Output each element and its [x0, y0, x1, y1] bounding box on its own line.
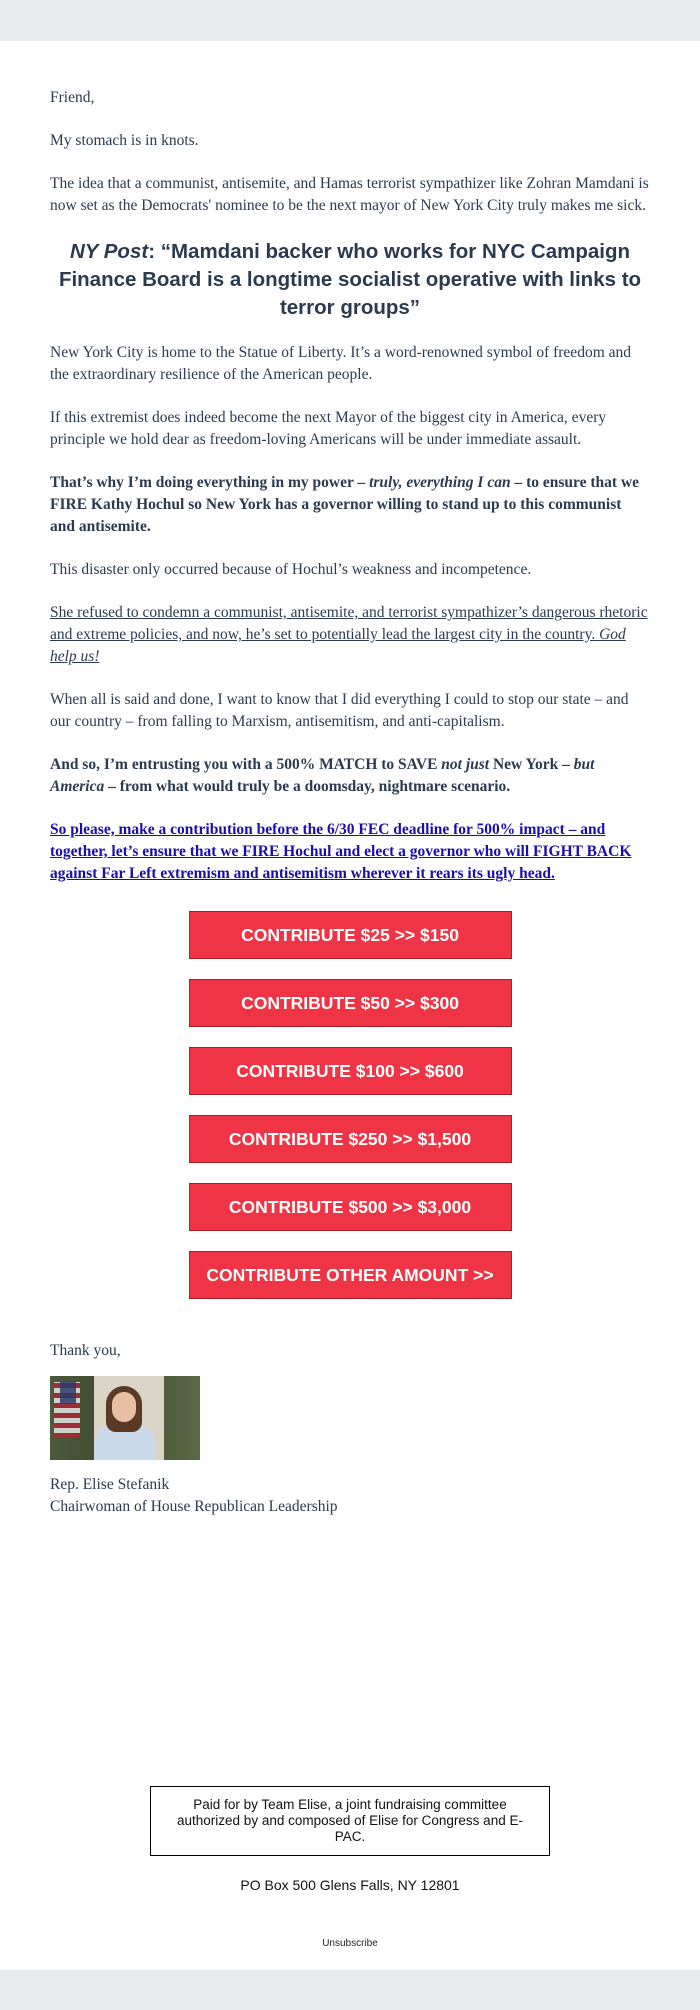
paragraph-nominee: The idea that a communist, antisemite, and Hamas terrorist sympathizer like Zohran Mamdani is now set as the Democrats' nominee to be the next mayor of New York City truly makes me sick. — [50, 175, 649, 214]
contribution-link[interactable]: So please, make a contribution before the 6/30 FEC deadline for 500% impact – and together, let’s ensure that we FIRE Hochul and elect a governor who will FIGHT BACK against Far Left extremism and antisemitism wherever it rears its ugly head. — [50, 821, 632, 882]
p9-part-e: – from what would truly be a doomsday, nightmare scenario. — [104, 778, 511, 795]
contribute-other-button[interactable]: CONTRIBUTE OTHER AMOUNT >> — [189, 1251, 512, 1299]
paragraph-match — [50, 754, 650, 798]
p9-part-a: And so, I’m entrusting you with a 500% MATCH to SAVE — [50, 756, 442, 773]
paragraph-stomach: My stomach is in knots. — [50, 132, 199, 149]
paragraph-all-is-said: When all is said and done, I want to know that I did everything I could to stop our state – and our country – from falling to Marxism, antisemitism, and anti-capitalism. — [50, 691, 629, 730]
contribute-buttons — [50, 911, 650, 1319]
paid-for-disclaimer: Paid for by Team Elise, a joint fundraising committee authorized by and composed of Elise for Congress and E-PAC. — [150, 1786, 550, 1856]
paragraph-fire-hochul — [50, 472, 650, 538]
p7-part-a: She refused to condemn a communist, antisemite, and terrorist sympathizer’s dangerous rhetoric and extreme policies, and now, he’s set to potentially lead the largest city in the country. — [50, 604, 648, 643]
headline-source: NY Post — [69, 240, 149, 263]
mailing-address: PO Box 500 Glens Falls, NY 12801 — [240, 1877, 460, 1893]
unsubscribe-link[interactable]: Unsubscribe — [322, 1938, 378, 1949]
contribute-500-button[interactable]: CONTRIBUTE $500 >> $3,000 — [189, 1183, 512, 1231]
headline-quote — [56, 238, 644, 322]
p9-part-b: not just — [441, 756, 490, 773]
p9-part-c: New York – — [489, 756, 574, 773]
contribute-50-button[interactable]: CONTRIBUTE $50 >> $300 — [189, 979, 512, 1027]
contribute-250-button[interactable]: CONTRIBUTE $250 >> $1,500 — [189, 1115, 512, 1163]
email-content — [0, 41, 700, 1518]
p5-part-c: – to ensure that we FIRE Kathy Hochul so New York has a governor willing to stand up to this communist and antisemite. — [50, 474, 640, 535]
headline-text: : “Mamdani backer who works for NYC Campaign Finance Board is a longtime socialist operative with links to terror groups” — [58, 240, 642, 319]
greeting: Friend, — [50, 89, 95, 106]
signature-title: Chairwoman of House Republican Leadership — [50, 1498, 338, 1515]
paragraph-extremist: If this extremist does indeed become the next Mayor of the biggest city in America, every principle we hold dear as freedom-loving Americans will be under immediate assault. — [50, 409, 607, 448]
contribute-100-button[interactable]: CONTRIBUTE $100 >> $600 — [189, 1047, 512, 1095]
contribute-25-button[interactable]: CONTRIBUTE $25 >> $150 — [189, 911, 512, 959]
paragraph-disaster: This disaster only occurred because of Hochul’s weakness and incompetence. — [50, 561, 532, 578]
signature-name: Rep. Elise Stefanik — [50, 1476, 170, 1493]
email-body — [0, 41, 700, 1970]
p9-part-d: but America — [50, 756, 595, 795]
thank-you: Thank you, — [50, 1342, 121, 1359]
p5-part-a: That’s why I’m doing everything in my power – — [50, 474, 370, 491]
signature-photo — [50, 1376, 200, 1460]
paragraph-refused-to-condemn — [50, 602, 650, 668]
top-band — [0, 0, 700, 41]
paragraph-statue-of-liberty: New York City is home to the Statue of Liberty. It’s a word-renowned symbol of freedom and the extraordinary resilience of the American people. — [50, 344, 632, 383]
p5-part-b: truly, everything I can — [369, 474, 511, 491]
p7-part-b: God help us! — [50, 626, 626, 665]
